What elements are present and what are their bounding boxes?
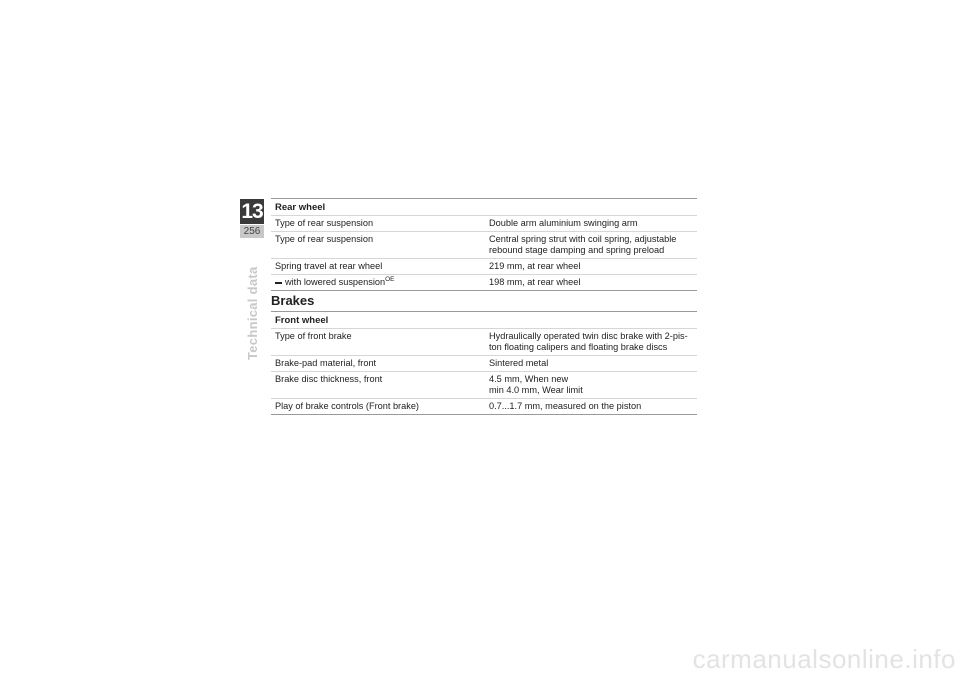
row-label: Spring travel at rear wheel — [275, 261, 383, 271]
row-value-line: rebound stage damping and spring preload — [489, 245, 665, 255]
table-row — [271, 398, 697, 415]
table-row — [271, 215, 697, 231]
row-value: 198 mm, at rear wheel — [489, 277, 581, 287]
row-value-line: min 4.0 mm, Wear limit — [489, 385, 583, 395]
chapter-side-label: Technical data — [245, 266, 260, 360]
row-label: Type of rear suspension — [275, 234, 374, 244]
row-label: Brake-pad material, front — [275, 358, 377, 368]
table-row — [271, 258, 697, 274]
row-label: Play of brake controls (Front brake) — [275, 401, 419, 411]
row-value: Sintered metal — [489, 358, 549, 368]
side-label-wrapper — [245, 266, 261, 360]
row-value-line: ton floating calipers and floating brake discs — [489, 342, 668, 352]
front-wheel-table — [271, 311, 697, 415]
oe-superscript: OE — [385, 275, 395, 283]
front-wheel-header: Front wheel — [271, 311, 697, 328]
table-row — [271, 355, 697, 371]
table-row — [271, 274, 697, 291]
row-label — [271, 277, 485, 288]
row-label: Brake disc thickness, front — [275, 374, 383, 384]
row-value-line: Hydraulically operated twin disc brake with 2-pis- — [489, 331, 688, 341]
row-value-line: 4.5 mm, When new — [489, 374, 569, 384]
row-value: Double arm aluminium swinging arm — [489, 218, 638, 228]
table-row — [271, 328, 697, 355]
row-value — [485, 234, 697, 256]
rear-wheel-table — [271, 198, 697, 291]
dash-icon — [275, 282, 282, 284]
row-value — [485, 331, 697, 353]
row-label: Type of rear suspension — [275, 218, 374, 228]
site-watermark: carmanualsonline.info — [692, 644, 956, 674]
row-value-line: Central spring strut with coil spring, adjustable — [489, 234, 677, 244]
row-label-text: with lowered suspension — [285, 277, 386, 287]
rear-wheel-header: Rear wheel — [271, 198, 697, 215]
table-row — [271, 371, 697, 398]
brakes-heading: Brakes — [271, 293, 315, 308]
row-value — [485, 374, 697, 396]
page-number: 256 — [240, 225, 264, 238]
row-label: Type of front brake — [275, 331, 352, 341]
table-row — [271, 231, 697, 258]
row-value: 0.7...1.7 mm, measured on the piston — [489, 401, 642, 411]
chapter-number: 13 — [241, 200, 263, 223]
row-value: 219 mm, at rear wheel — [489, 261, 581, 271]
